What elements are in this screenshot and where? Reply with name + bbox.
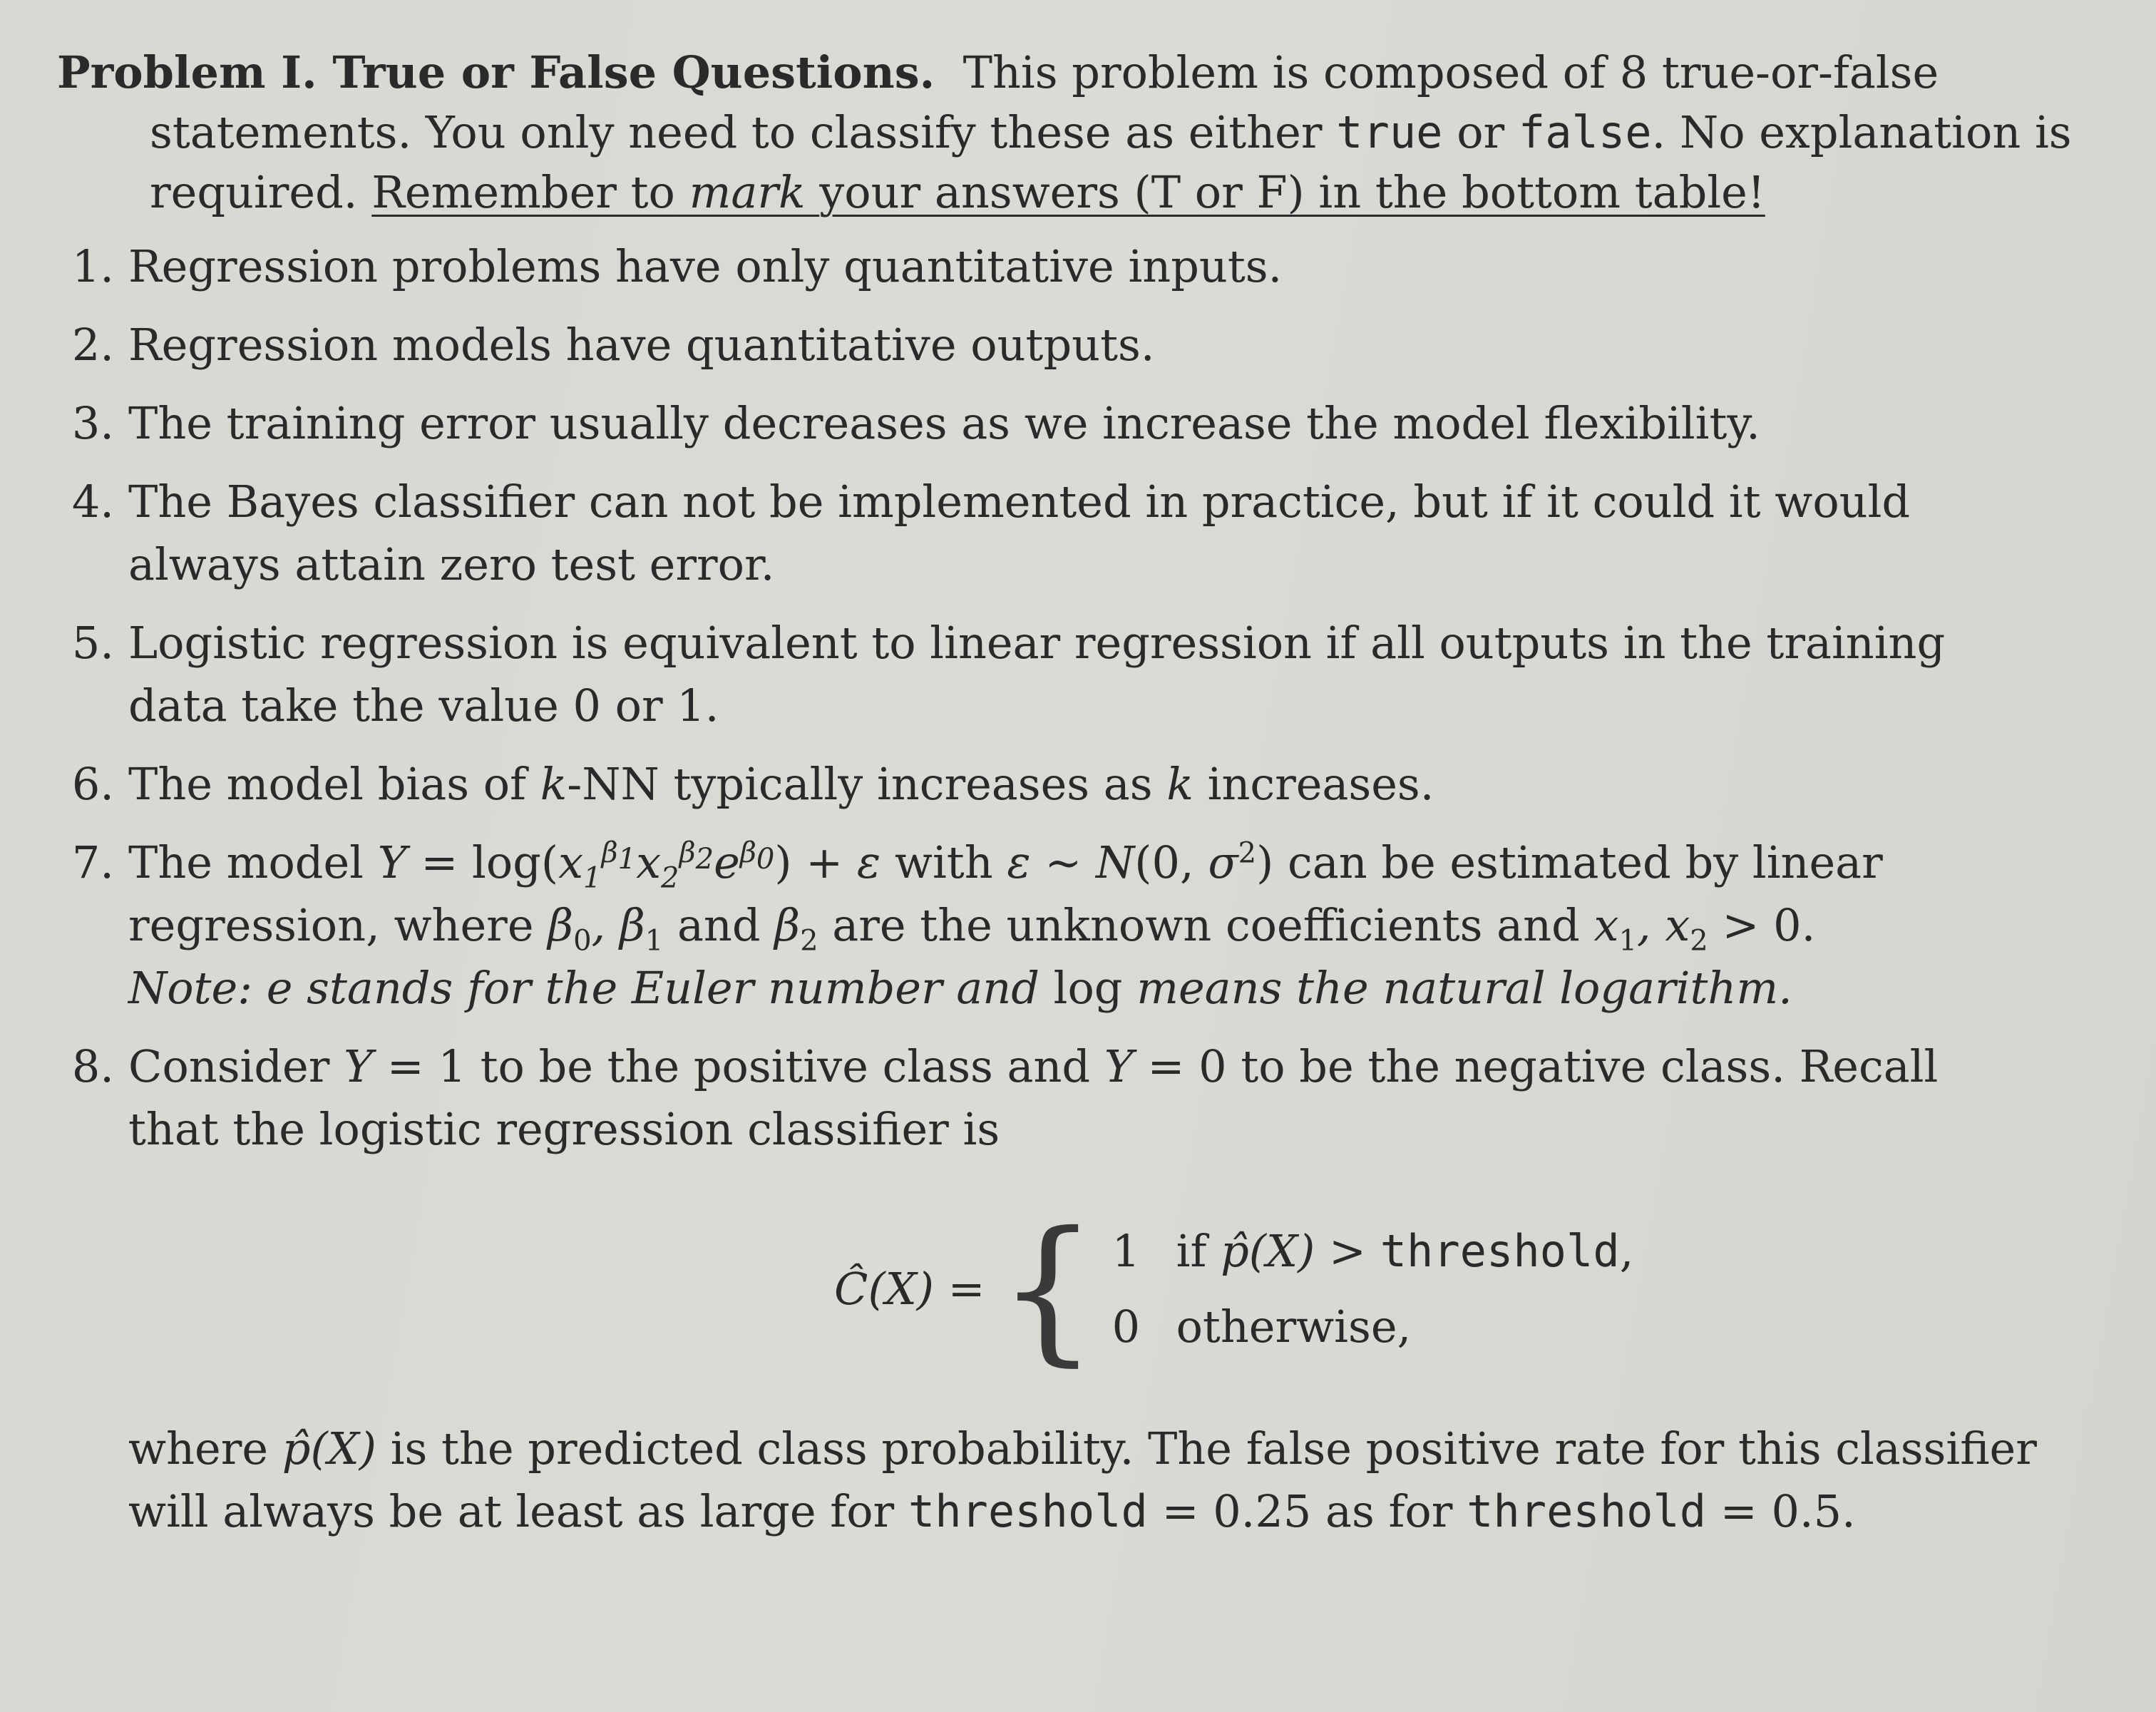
- case-value: 0: [1112, 1301, 1141, 1353]
- exam-page: [57, 43, 2125, 1559]
- list-item: [57, 314, 2125, 376]
- list-item: [57, 1035, 2125, 1543]
- item-number: 7.: [71, 836, 114, 888]
- reminder-a: Remember to: [371, 166, 675, 218]
- item8-text-b: to be the positive class and: [480, 1040, 1091, 1092]
- note-a: Note: e stands for the Euler number and: [128, 962, 1040, 1014]
- math-beta2: $\beta_2$: [774, 899, 818, 958]
- item-number: 5.: [71, 617, 114, 669]
- classifier-lhs: Ĉ(X) =: [834, 1263, 985, 1315]
- keyword-true: true: [1336, 106, 1443, 158]
- list-item: [57, 612, 2125, 737]
- item-number: 8.: [71, 1040, 114, 1092]
- item7-text-c: and: [677, 899, 761, 951]
- keyword-threshold: threshold: [1380, 1225, 1620, 1277]
- note-b: means the natural logarithm.: [1136, 962, 1792, 1014]
- item7-text-b: can be estimated by linear regression, where: [128, 836, 1883, 951]
- item7-text-a: The model: [128, 836, 364, 888]
- math-y-equals-0: Y = 0: [1104, 1040, 1227, 1092]
- math-k: k: [1166, 758, 1194, 810]
- intro-or: or: [1457, 106, 1505, 158]
- item-number: 4.: [71, 476, 114, 528]
- item-text: Regression models have quantitative outputs.: [128, 319, 1155, 371]
- note: [128, 962, 1792, 1014]
- statement-list: [57, 235, 2125, 1543]
- item6-text-a: The model bias of: [128, 758, 526, 810]
- problem-title: Problem I. True or False Questions.: [57, 46, 935, 98]
- list-item: [57, 753, 2125, 816]
- item-text: The training error usually decreases as we increase the model flexibility.: [128, 397, 1760, 449]
- case-condition-math: p̂(X) >: [1221, 1225, 1366, 1277]
- item-text: [128, 831, 2039, 1020]
- item-number: 6.: [71, 758, 114, 810]
- threshold-value-2: = 0.5.: [1720, 1485, 1856, 1537]
- item-text: Logistic regression is equivalent to linear regression if all outputs in the training data take the value 0 or 1.: [128, 617, 1946, 732]
- item8-text-e: is the predicted class probability. The false positive rate for this classifier will always be at least as large for: [128, 1423, 2037, 1537]
- math-betas: $\beta_0$, $\beta_1$: [548, 899, 664, 958]
- math-p-hat: p̂(X): [282, 1423, 376, 1475]
- item6-text-c: increases.: [1207, 758, 1434, 810]
- keyword-threshold: threshold: [908, 1485, 1148, 1537]
- case-otherwise: otherwise,: [1176, 1301, 1412, 1353]
- math-y-equals-1: Y = 1: [344, 1040, 466, 1092]
- keyword-threshold: threshold: [1467, 1485, 1707, 1537]
- reminder-b: your answers (T or F) in the bottom table!: [819, 166, 1765, 218]
- item-number: 1.: [71, 240, 114, 292]
- intro-text-b: . No explanation is required.: [150, 106, 2072, 218]
- case-row: [1112, 1296, 1634, 1358]
- item-number: 2.: [71, 319, 114, 371]
- list-item: [57, 235, 2125, 298]
- note-log: log: [1053, 962, 1123, 1014]
- item-text: The Bayes classifier can not be implemented in practice, but if it could it would always attain zero test error.: [128, 476, 1911, 590]
- list-item: [57, 831, 2125, 1020]
- reminder: [371, 166, 1765, 218]
- item8-text-d: where: [128, 1423, 269, 1475]
- case-row: 1 if p̂(X) > threshold,: [1112, 1220, 1634, 1283]
- classifier-definition: [834, 1198, 2039, 1380]
- item7-text-d: are the unknown coefficients and: [832, 899, 1580, 951]
- case-rows: [1112, 1220, 1634, 1358]
- item-text: Regression problems have only quantitative inputs.: [128, 240, 1283, 292]
- item6-text-b: -NN typically increases as: [567, 758, 1153, 810]
- keyword-false: false: [1518, 106, 1652, 158]
- item8-text-a: Consider: [128, 1040, 330, 1092]
- math-x-condition: $x_1$, $x_2 > 0$.: [1593, 899, 1816, 958]
- case-if: if: [1176, 1225, 1207, 1277]
- list-item: [57, 392, 2125, 455]
- reminder-mark: mark: [689, 166, 806, 218]
- brace: {: [997, 1198, 1098, 1380]
- item-text: [128, 753, 2039, 816]
- item-text: [128, 1035, 2039, 1543]
- item8-text-c: to be the negative class. Recall that the logistic regression classifier is: [128, 1040, 1939, 1155]
- problem-header: [57, 43, 2132, 222]
- list-item: [57, 471, 2125, 596]
- item-number: 3.: [71, 397, 114, 449]
- threshold-value-1: = 0.25 as for: [1161, 1485, 1453, 1537]
- intro-text-a: This problem is composed of 8 true-or-false statements. You only need to classify these as either: [150, 46, 1939, 158]
- case-value: 1: [1112, 1225, 1141, 1277]
- math-k: k: [540, 758, 568, 810]
- model-equation: $Y = \log(x_1^{\beta_1}x_2^{\beta_2}e^{\beta_0}) + \varepsilon$ with ε ~ N(0, $\sigma^2$): [377, 836, 1274, 895]
